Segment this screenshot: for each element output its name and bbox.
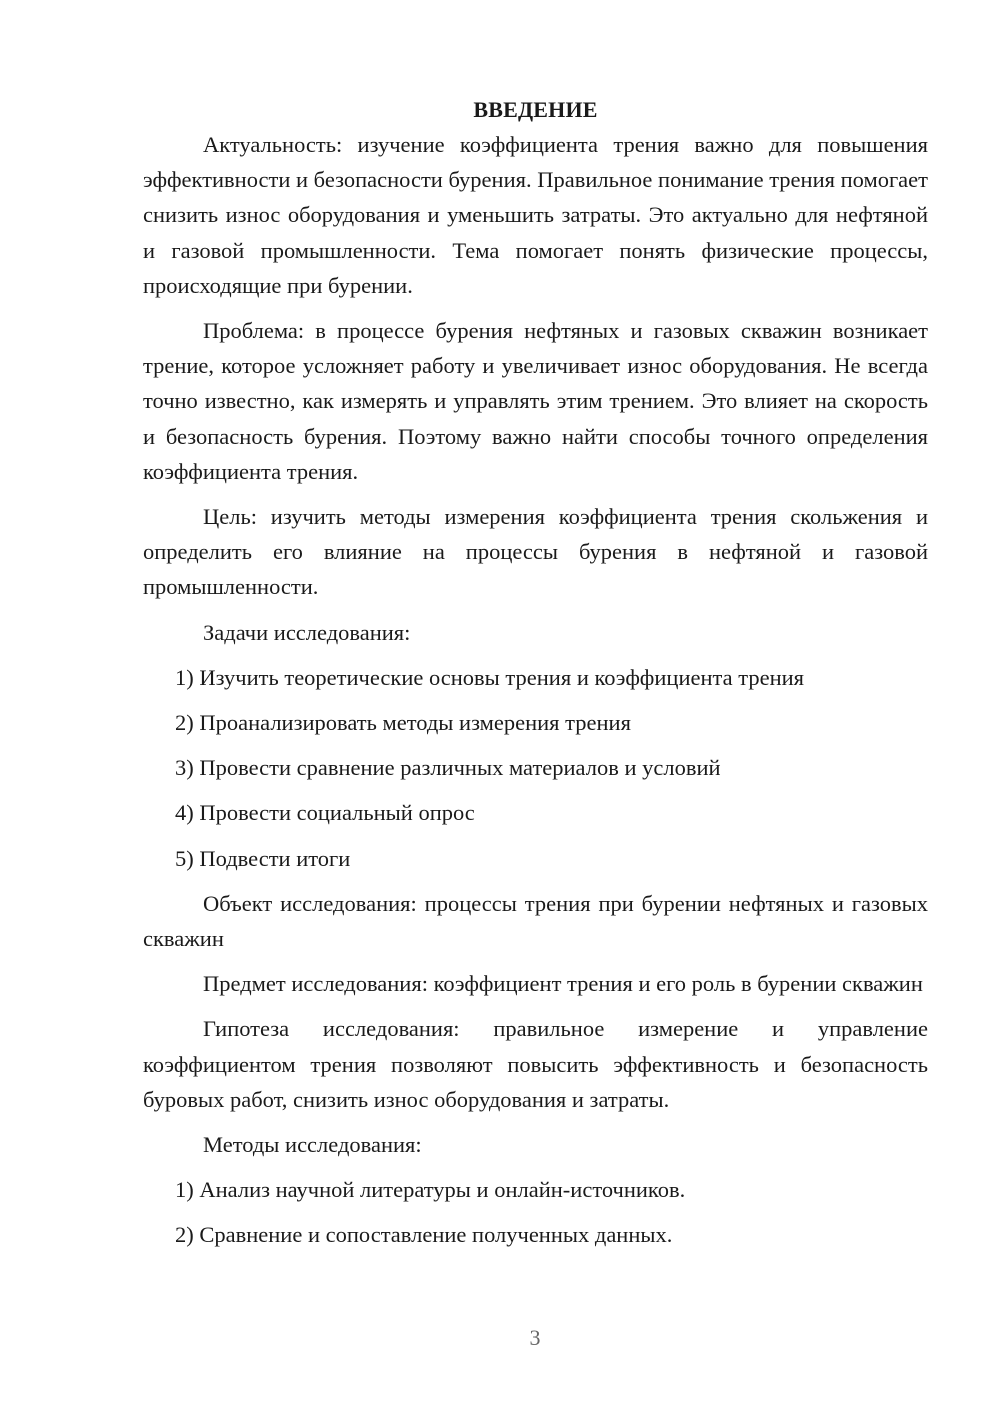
list-item: 3) Провести сравнение различных материалов и условий [175, 755, 721, 781]
relevance-paragraph: Актуальность: изучение коэффициента трения важно для повышения эффективности и безопасности бурения. Правильное понимание трения помогает снизить износ оборудования и уменьшить затраты. Это актуально для нефтяной и газовой промышленности. Тема помогает понять физические процессы, происходящие при бурении. [143, 132, 928, 298]
methods-label: Методы исследования: [203, 1132, 422, 1158]
list-item: 2) Проанализировать методы измерения трения [175, 710, 631, 736]
tasks-label: Задачи исследования: [203, 619, 411, 645]
problem-paragraph: Проблема: в процессе бурения нефтяных и газовых скважин возникает трение, которое усложняет работу и увеличивает износ оборудования. Не всегда точно известно, как измерять и управлять этим трением. Это влияет на скорость и безопасность бурения. Поэтому важно найти способы точного определения коэффициента трения. [143, 318, 928, 484]
object-paragraph: Объект исследования: процессы трения при бурении нефтяных и газовых скважин [143, 890, 928, 952]
list-item: 2) Сравнение и сопоставление полученных данных. [175, 1222, 673, 1248]
document-page [143, 94, 928, 1263]
page-title: ВВЕДЕНИЕ [473, 97, 598, 122]
list-item: 4) Провести социальный опрос [175, 800, 475, 826]
methods-list [143, 1172, 928, 1252]
goal-paragraph: Цель: изучить методы измерения коэффициента трения скольжения и определить его влияние на процессы бурения в нефтяной и газовой промышленности. [143, 504, 928, 600]
subject-paragraph: Предмет исследования: коэффициент трения и его роль в бурении скважин [203, 971, 923, 997]
page-number: 3 [529, 1325, 541, 1350]
tasks-list [143, 660, 928, 876]
list-item: 1) Анализ научной литературы и онлайн-источников. [175, 1177, 686, 1203]
list-item: 5) Подвести итоги [175, 845, 351, 871]
list-item: 1) Изучить теоретические основы трения и коэффициента трения [175, 664, 805, 690]
hypothesis-paragraph: Гипотеза исследования: правильное измерение и управление коэффициентом трения позволяют повысить эффективность и безопасность буровых работ, снизить износ оборудования и затраты. [143, 1016, 928, 1112]
